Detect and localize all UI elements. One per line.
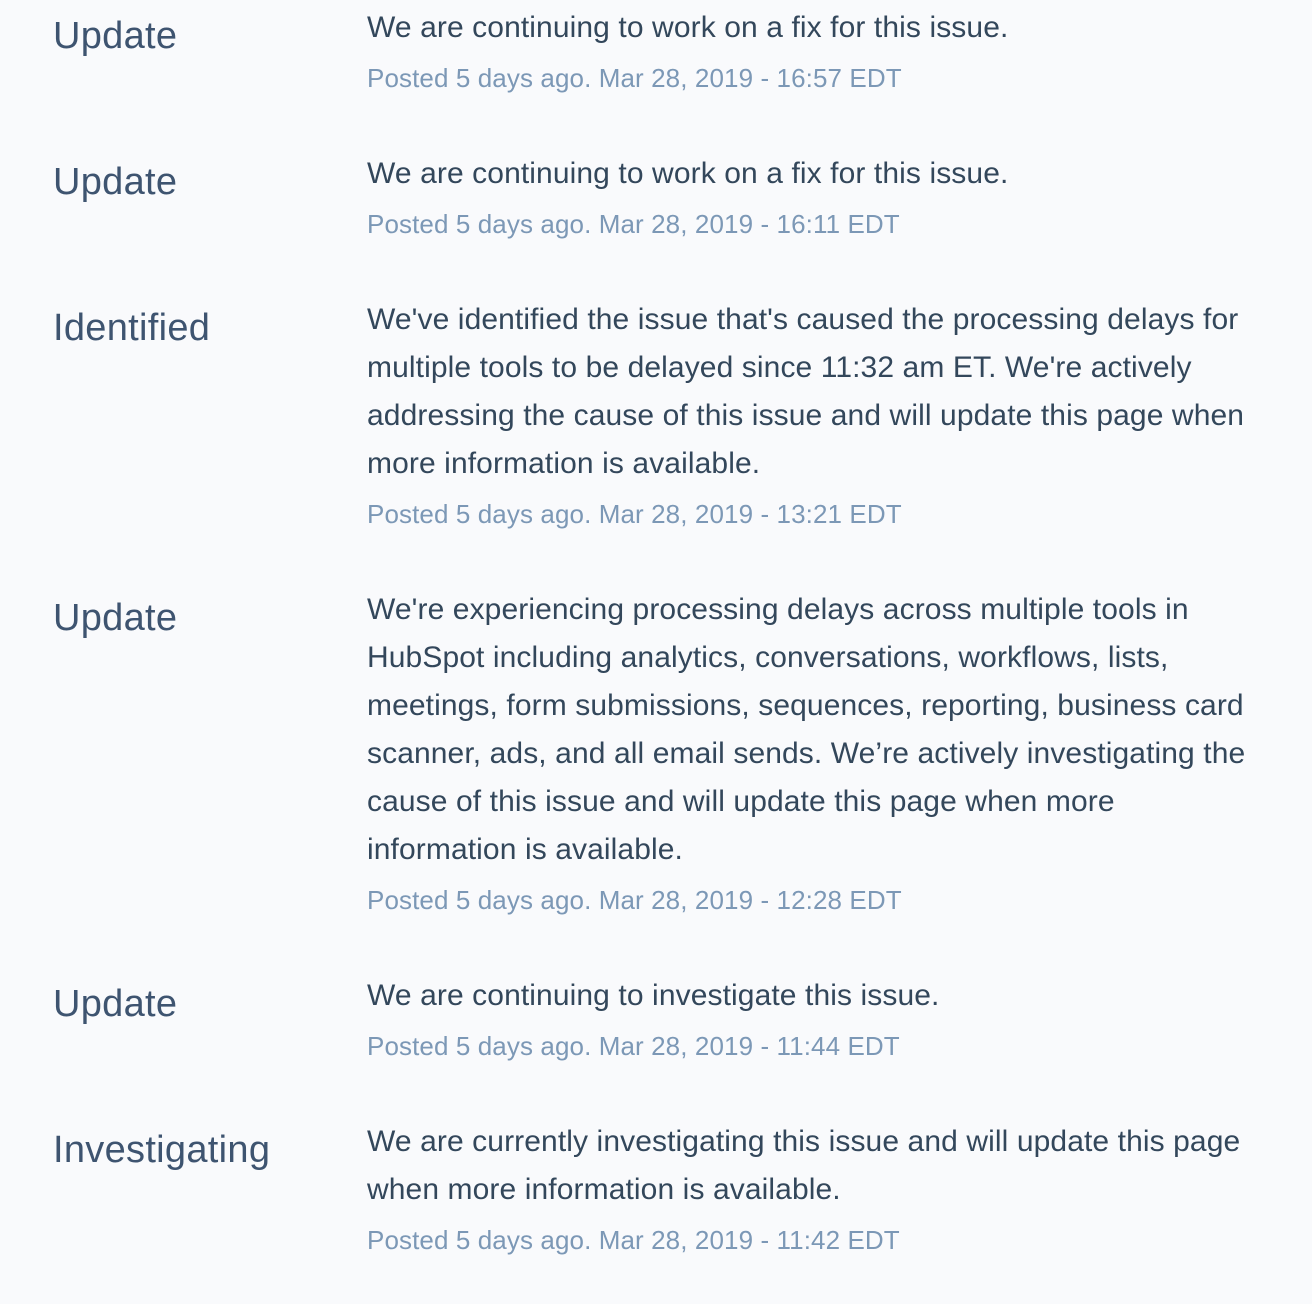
update-timestamp: Posted 5 days ago. Mar 28, 2019 - 12:28 EDT — [367, 885, 902, 915]
update-timestamp: Posted 5 days ago. Mar 28, 2019 - 16:11 EDT — [367, 209, 900, 239]
update-status-label: Update — [53, 983, 178, 1025]
update-timestamp: Posted 5 days ago. Mar 28, 2019 - 16:57 EDT — [367, 63, 902, 93]
update-content — [367, 1118, 1247, 1258]
update-message: We're experiencing processing delays across multiple tools in HubSpot including analytics, conversations, workflows, lists, meetings, form submissions, sequences, reporting, business card scanner, ads, and all email sends. We’re actively investigating the cause of this issue and will update this page when more information is available. — [367, 593, 1246, 866]
update-timestamp: Posted 5 days ago. Mar 28, 2019 - 11:44 EDT — [367, 1031, 900, 1061]
update-content — [367, 586, 1247, 918]
update-status-label: Update — [53, 597, 178, 639]
update-status-label: Investigating — [53, 1129, 271, 1171]
update-message: We are currently investigating this issue and will update this page when more information is available. — [367, 1125, 1241, 1206]
update-timestamp: Posted 5 days ago. Mar 28, 2019 - 13:21 EDT — [367, 499, 902, 529]
update-content — [367, 150, 1247, 242]
update-status-label: Identified — [53, 307, 211, 349]
update-message: We are continuing to investigate this issue. — [367, 979, 940, 1012]
update-timestamp: Posted 5 days ago. Mar 28, 2019 - 11:42 EDT — [367, 1225, 900, 1255]
update-content — [367, 296, 1247, 532]
update-status-label: Update — [53, 15, 178, 57]
update-status-label: Update — [53, 161, 178, 203]
update-message: We are continuing to work on a fix for this issue. — [367, 11, 1009, 44]
update-message: We've identified the issue that's caused the processing delays for multiple tools to be delayed since 11:32 am ET. We're actively addressing the cause of this issue and will update this page when more information is available. — [367, 303, 1245, 480]
update-content — [367, 972, 1247, 1064]
update-content — [367, 4, 1247, 96]
update-message: We are continuing to work on a fix for this issue. — [367, 157, 1009, 190]
